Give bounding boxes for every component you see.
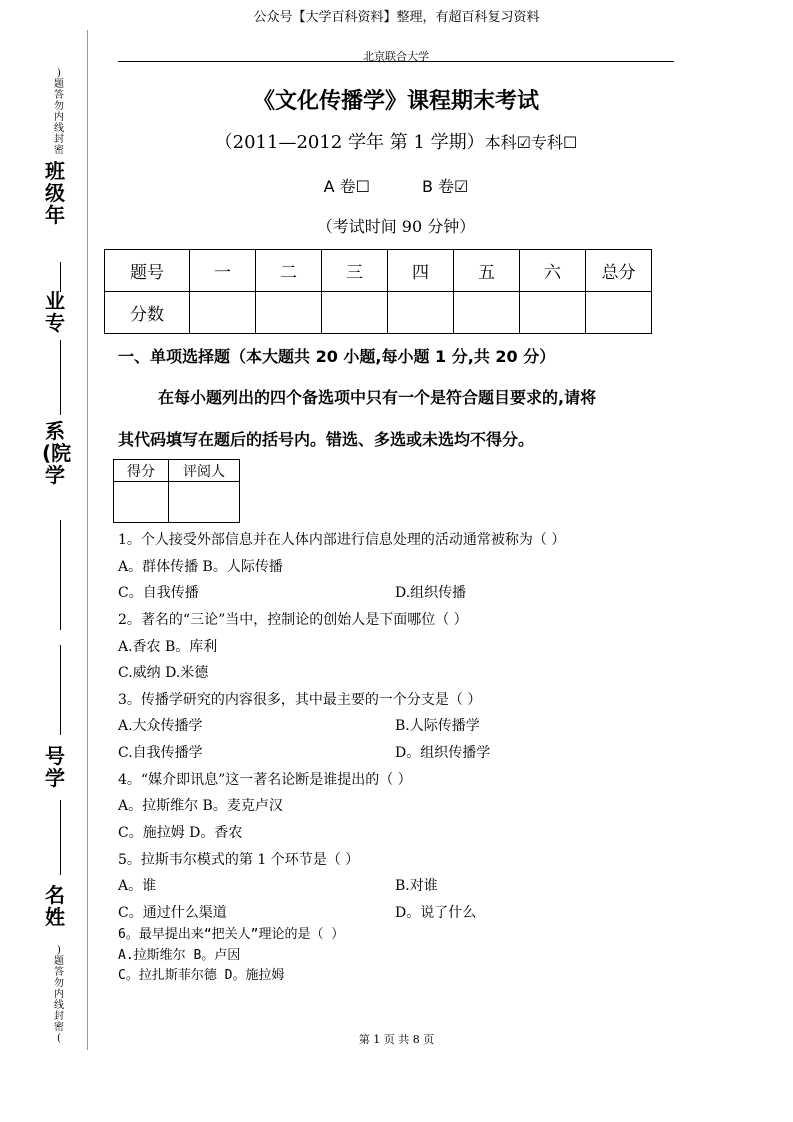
score-header-cell: 三 <box>322 250 388 292</box>
grader-table <box>113 459 240 523</box>
level-options: 本科☑专科☐ <box>484 133 578 152</box>
question-option: C.自我传播学 <box>118 745 203 761</box>
score-header-cell: 二 <box>256 250 322 292</box>
question-stem: 5。拉斯韦尔模式的第 1 个环节是（ ） <box>118 852 360 868</box>
question-option: A.香农 B。库利 <box>118 639 218 655</box>
score-table-value-row <box>105 292 652 334</box>
header-rule <box>118 61 674 62</box>
score-cell[interactable] <box>388 292 454 334</box>
score-cell[interactable] <box>586 292 652 334</box>
question-option: C。拉扎斯菲尔德 D。施拉姆 <box>118 968 285 983</box>
university-header: 北京联合大学 <box>363 50 429 63</box>
grader-reviewer-label: 评阅人 <box>169 460 240 482</box>
section-instruction-cont: 其代码填写在题后的括号内。错选、多选或未选均不得分。 <box>118 430 535 449</box>
question-option: D.组织传播 <box>395 585 467 601</box>
question-option: A。群体传播 B。人际传播 <box>118 559 283 575</box>
question-option: A.大众传播学 <box>118 718 203 734</box>
score-header-cell: 一 <box>190 250 256 292</box>
question-stem: 1。个人接受外部信息并在人体内部进行信息处理的活动通常被称为（ ） <box>118 532 566 548</box>
department-label: 系(院学 <box>42 419 72 487</box>
question-stem: 2。著名的“三论”当中，控制论的创始人是下面哪位（ ） <box>118 612 468 628</box>
score-header-cell: 总分 <box>586 250 652 292</box>
question-option: B.对谁 <box>395 878 438 894</box>
question-option: C。自我传播 <box>118 585 199 601</box>
question-stem: 3。传播学研究的内容很多，其中最主要的一个分支是（ ） <box>118 692 482 708</box>
score-cell[interactable] <box>520 292 586 334</box>
student-id-blank-line <box>60 800 61 875</box>
department-blank-line <box>60 520 61 630</box>
question-option: A.拉斯维尔 B。卢因 <box>118 948 241 963</box>
question-option: B.人际传播学 <box>395 718 480 734</box>
question-option: C。通过什么渠道 <box>118 905 227 921</box>
grader-score-cell[interactable] <box>114 482 169 523</box>
score-cell[interactable] <box>256 292 322 334</box>
class-label: 班级年 <box>45 159 65 227</box>
score-header-cell: 六 <box>520 250 586 292</box>
paper-a-option: A 卷☐ <box>323 177 370 196</box>
score-table-header-row <box>105 250 652 292</box>
question-option: A。谁 <box>118 878 157 894</box>
paper-type <box>118 174 674 197</box>
question-option: D。组织传播学 <box>395 745 491 761</box>
score-cell[interactable] <box>454 292 520 334</box>
question-option: C.威纳 D.米德 <box>118 665 209 681</box>
watermark-text: 公众号【大学百科资料】整理，有超百科复习资料 <box>253 10 540 25</box>
extra-blank-line <box>60 645 61 735</box>
grader-reviewer-cell[interactable] <box>169 482 240 523</box>
exam-duration: （考试时间 90 分钟） <box>316 217 476 236</box>
major-label: 业专 <box>45 289 65 335</box>
student-id-label: 号学 <box>45 744 65 790</box>
section-title: 一、单项选择题（本大题共 20 小题,每小题 1 分,共 20 分） <box>118 347 556 366</box>
section-instruction: 在每小题列出的四个备选项中只有一个是符合题目要求的,请将 <box>158 388 597 407</box>
score-cell[interactable] <box>322 292 388 334</box>
seal-notice-top: )题答勿内线封密 <box>54 68 64 156</box>
question-stem: 4。“媒介即讯息”这一著名论断是谁提出的（ ） <box>118 772 412 788</box>
exam-title: 《文化传播学》课程期末考试 <box>252 88 539 114</box>
class-blank-line <box>60 262 61 292</box>
question-option: A。拉斯维尔 B。麦克卢汉 <box>118 798 283 814</box>
score-header-cell: 题号 <box>105 250 190 292</box>
question-stem: 6。最早提出来“把关人”理论的是（ ） <box>118 927 345 942</box>
seal-notice-bottom: )题答勿内线封密( <box>54 945 64 1044</box>
page-number: 第 1 页 共 8 页 <box>358 1033 435 1046</box>
exam-subtitle <box>118 128 674 154</box>
major-blank-line <box>60 340 61 415</box>
score-cell[interactable] <box>190 292 256 334</box>
name-label: 名姓 <box>45 883 65 929</box>
binding-line <box>87 30 88 1050</box>
grader-score-label: 得分 <box>114 460 169 482</box>
score-table <box>104 249 652 334</box>
question-option: C。施拉姆 D。香农 <box>118 825 243 841</box>
score-row-label: 分数 <box>105 292 190 334</box>
score-header-cell: 五 <box>454 250 520 292</box>
question-option: D。说了什么 <box>395 905 477 921</box>
paper-b-option: B 卷☑ <box>421 177 469 196</box>
score-header-cell: 四 <box>388 250 454 292</box>
academic-year: （2011—2012 学年 第 1 学期） <box>214 132 485 153</box>
